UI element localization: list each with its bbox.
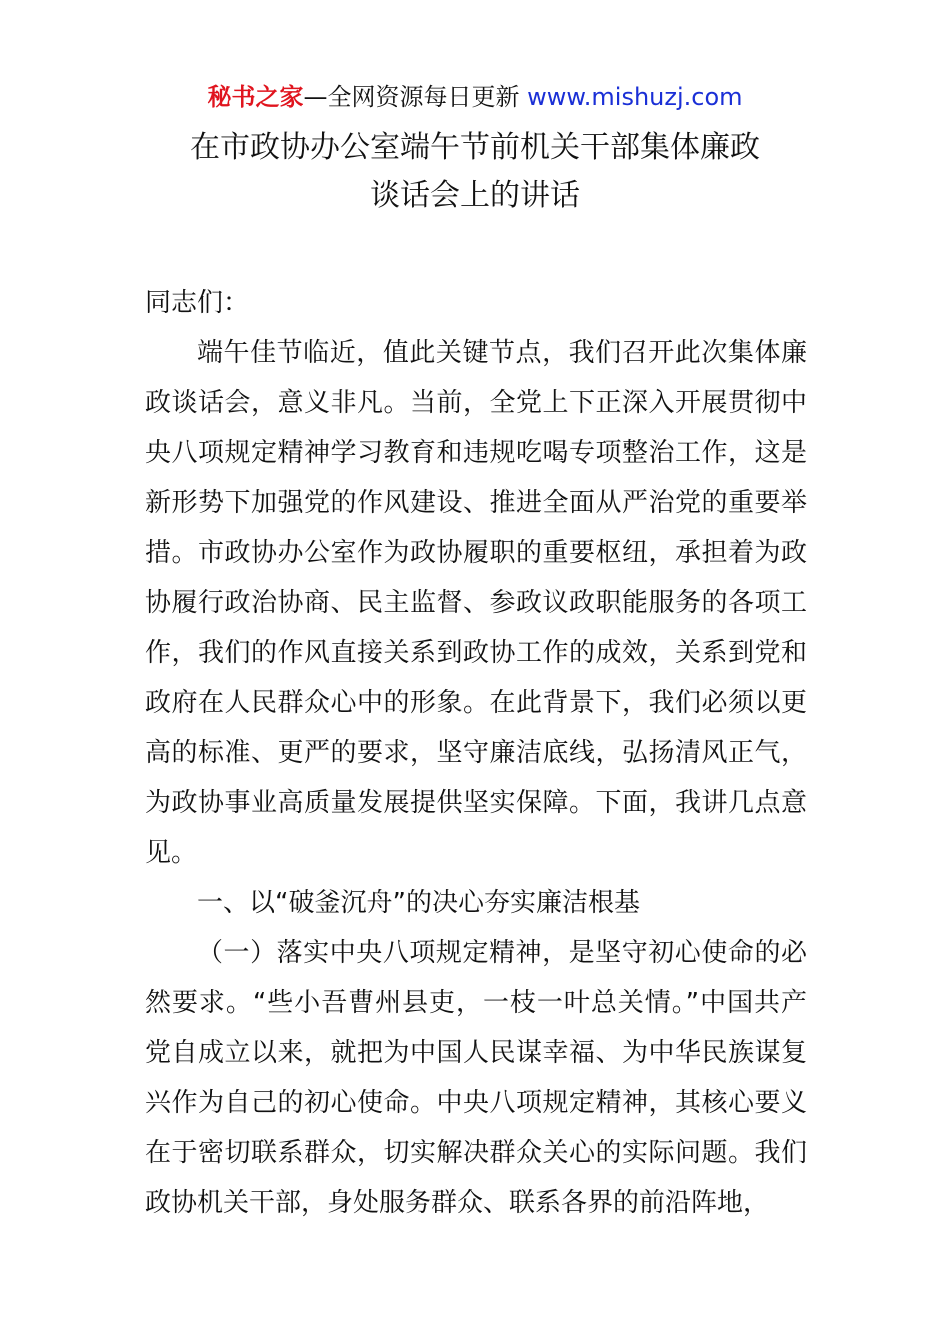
site-header xyxy=(0,80,950,114)
header-tagline: —全网资源每日更新 xyxy=(303,83,520,111)
brand-name: 秘书之家 xyxy=(207,83,304,111)
salutation: 同志们： xyxy=(145,288,250,318)
document-title xyxy=(0,124,950,220)
title-line-1: 在市政协办公室端午节前机关干部集体廉政 xyxy=(190,130,760,165)
site-url-link[interactable]: www.mishuzj.com xyxy=(527,83,743,111)
paragraph-subsection-1: （一）落实中央八项规定精神，是坚守初心使命的必然要求。“些小吾曹州县吏，一枝一叶总关情。”中国共产党自成立以来，就把为中国人民谋幸福、为中华民族谋复兴作为自己的初心使命。中央八项规定精神，其核心要义在于密切联系群众，切实解决群众关心的实际问题。我们政协机关干部，身处服务群众、联系各界的前沿阵地， xyxy=(145,938,807,1218)
paragraph-intro: 端午佳节临近，值此关键节点，我们召开此次集体廉政谈话会，意义非凡。当前，全党上下正深入开展贯彻中央八项规定精神学习教育和违规吃喝专项整治工作，这是新形势下加强党的作风建设、推进全面从严治党的重要举措。市政协办公室作为政协履职的重要枢纽，承担着为政协履行政治协商、民主监督、参政议政职能服务的各项工作，我们的作风直接关系到政协工作的成效，关系到党和政府在人民群众心中的形象。在此背景下，我们必须以更高的标准、更严的要求，坚守廉洁底线，弘扬清风正气，为政协事业高质量发展提供坚实保障。下面，我讲几点意见。 xyxy=(145,338,807,868)
section-heading-1: 一、以“破釜沉舟”的决心夯实廉洁根基 xyxy=(197,888,640,918)
title-line-2: 谈话会上的讲话 xyxy=(370,178,580,213)
document-body xyxy=(145,278,807,1228)
